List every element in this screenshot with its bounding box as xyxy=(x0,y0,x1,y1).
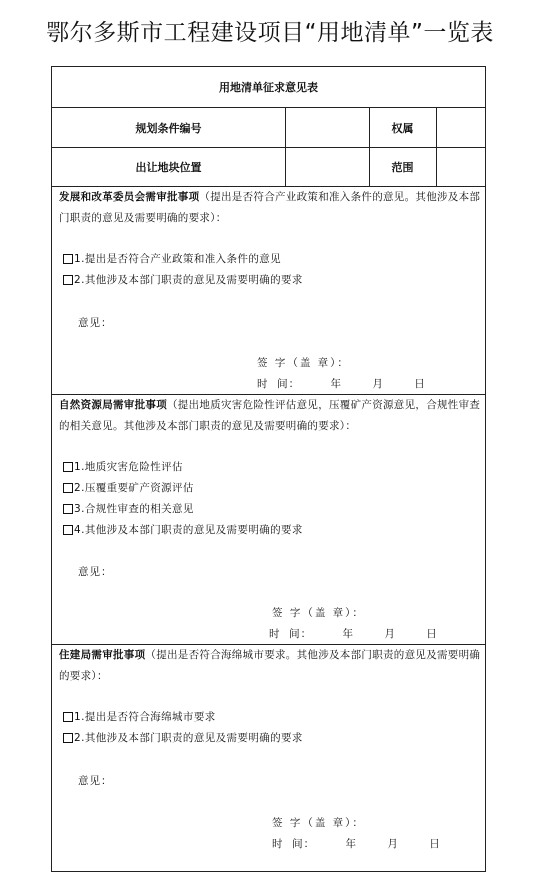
date-label: 时 间： 年 月 日 xyxy=(272,838,441,850)
parcel-location-value[interactable] xyxy=(285,148,369,186)
planning-number-value[interactable] xyxy=(285,108,369,147)
checklist-item[interactable]: 2.其他涉及本部门职责的意见及需要明确的要求 xyxy=(63,730,303,745)
opinion-form xyxy=(51,66,486,872)
form-title: 用地清单征求意见表 xyxy=(219,81,318,94)
checklist-item[interactable]: 3.合规性审查的相关意见 xyxy=(63,501,194,516)
section-heading: 自然资源局需审批事项（提出地质灾害危险性评估意见，压覆矿产资源意见，合规性审查的相关意见。其他涉及本部门职责的意见及需要明确的要求）： xyxy=(59,399,481,432)
opinion-label: 意见： xyxy=(78,775,113,787)
checkbox[interactable] xyxy=(63,275,73,285)
checkbox[interactable] xyxy=(63,525,73,535)
signature-label: 签 字（盖 章）： xyxy=(272,817,365,829)
section-development-reform xyxy=(52,187,485,395)
checkbox[interactable] xyxy=(63,712,73,722)
range-value[interactable] xyxy=(436,148,485,186)
section-natural-resources xyxy=(52,395,485,645)
checklist-item[interactable]: 2.压覆重要矿产资源评估 xyxy=(63,480,194,495)
checkbox[interactable] xyxy=(63,504,73,514)
planning-number-label: 规划条件编号 xyxy=(135,121,202,135)
page-title: 鄂尔多斯市工程建设项目“用地清单”一览表 xyxy=(46,20,494,46)
parcel-location-label: 出让地块位置 xyxy=(135,161,202,174)
form-title-row xyxy=(52,67,485,108)
checkbox[interactable] xyxy=(63,254,73,264)
signature-label: 签 字（盖 章）： xyxy=(257,357,350,369)
opinion-label: 意见： xyxy=(78,566,113,578)
range-label: 范围 xyxy=(391,161,414,174)
checkbox[interactable] xyxy=(63,733,73,743)
planning-number-row xyxy=(52,108,485,148)
checklist-item[interactable]: 1.提出是否符合海绵城市要求 xyxy=(63,709,216,724)
section-housing-construction xyxy=(52,645,485,871)
opinion-label: 意见： xyxy=(78,317,113,329)
checklist-item[interactable]: 2.其他涉及本部门职责的意见及需要明确的要求 xyxy=(63,272,303,287)
section-heading: 住建局需审批事项（提出是否符合海绵城市要求。其他涉及本部门职责的意见及需要明确的要求）： xyxy=(59,649,481,682)
date-label: 时 间： 年 月 日 xyxy=(257,378,426,390)
section-heading: 发展和改革委员会需审批事项（提出是否符合产业政策和准入条件的意见。其他涉及本部门职责的意见及需要明确的要求）： xyxy=(59,191,481,224)
checklist-item[interactable]: 1.提出是否符合产业政策和准入条件的意见 xyxy=(63,251,281,266)
checklist-item[interactable]: 4.其他涉及本部门职责的意见及需要明确的要求 xyxy=(63,522,303,537)
checkbox[interactable] xyxy=(63,462,73,472)
signature-label: 签 字（盖 章）： xyxy=(272,607,365,619)
checkbox[interactable] xyxy=(63,483,73,493)
ownership-value[interactable] xyxy=(436,108,485,147)
parcel-location-row xyxy=(52,148,485,187)
ownership-label: 权属 xyxy=(391,121,414,135)
date-label: 时 间： 年 月 日 xyxy=(269,628,438,640)
checklist-item[interactable]: 1.地质灾害危险性评估 xyxy=(63,459,183,474)
